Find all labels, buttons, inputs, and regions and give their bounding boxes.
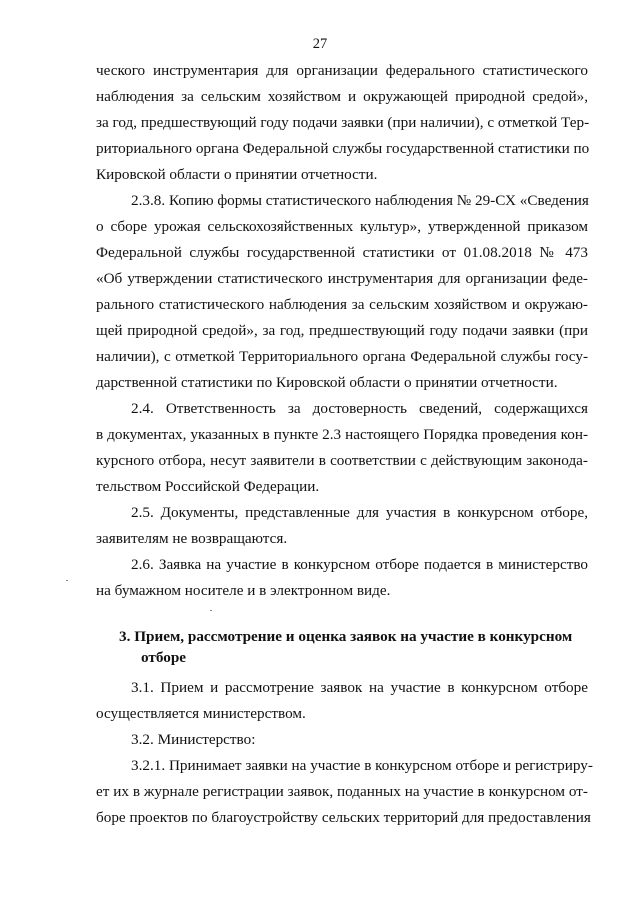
text-line: наличии), с отметкой Территориального органа Федеральной службы госу- <box>96 348 588 365</box>
text-line: 3.2.1. Принимает заявки на участие в конкурсном отборе и регистриру- <box>131 757 593 774</box>
scan-speck <box>210 610 212 611</box>
text-line: заявителям не возвращаются. <box>96 530 288 547</box>
text-line: в документах, указанных в пункте 2.3 настоящего Порядка проведения кон- <box>96 426 588 443</box>
text-line: щей природной средой», за год, предшествующий году подачи заявки (при <box>96 322 588 339</box>
text-line: «Об утверждении статистического инструментария для организации феде- <box>96 270 588 287</box>
text-line: дарственной статистики по Кировской области о принятии отчетности. <box>96 374 558 391</box>
page-number: 27 <box>312 36 328 52</box>
text-line: риториального органа Федеральной службы государственной статистики по <box>96 140 590 157</box>
text-line: о сборе урожая сельскохозяйственных культур», утвержденной приказом <box>96 218 588 235</box>
text-line: ческого инструментария для организации федерального статистического <box>96 62 588 79</box>
text-line: 3.2. Министерство: <box>131 731 256 748</box>
text-line: боре проектов по благоустройству сельских территорий для предоставления <box>96 809 591 826</box>
text-line: наблюдения за сельским хозяйством и окружающей природной средой», <box>96 88 588 105</box>
heading-line: отборе <box>141 649 187 666</box>
text-line: 2.3.8. Копию формы статистического наблюдения № 29-СХ «Сведения <box>131 192 589 209</box>
text-line: 3.1. Прием и рассмотрение заявок на участие в конкурсном отборе <box>131 679 588 696</box>
text-line: тельством Российской Федерации. <box>96 478 320 495</box>
heading-line: 3. Прием, рассмотрение и оценка заявок на участие в конкурсном <box>119 628 573 645</box>
text-line: курсного отбора, несут заявители в соответствии с действующим законода- <box>96 452 588 469</box>
text-line: рального статистического наблюдения за сельским хозяйством и окружаю- <box>96 296 588 313</box>
text-line: Федеральной службы государственной статистики от 01.08.2018 № 473 <box>96 244 588 261</box>
text-line: Кировской области о принятии отчетности. <box>96 166 378 183</box>
text-line: осуществляется министерством. <box>96 705 306 722</box>
text-line: 2.4. Ответственность за достоверность сведений, содержащихся <box>131 400 588 417</box>
scan-speck <box>66 580 68 581</box>
text-line <box>96 833 588 855</box>
text-line: 2.6. Заявка на участие в конкурсном отборе подается в министерство <box>131 556 588 573</box>
text-line: на бумажном носителе и в электронном виде. <box>96 582 391 599</box>
text-line: за год, предшествующий году подачи заявки (при наличии), с отметкой Тер- <box>96 114 590 131</box>
text-line: ет их в журнале регистрации заявок, поданных на участие в конкурсном от- <box>96 783 588 800</box>
text-line: 2.5. Документы, представленные для участия в конкурсном отборе, <box>131 504 588 521</box>
